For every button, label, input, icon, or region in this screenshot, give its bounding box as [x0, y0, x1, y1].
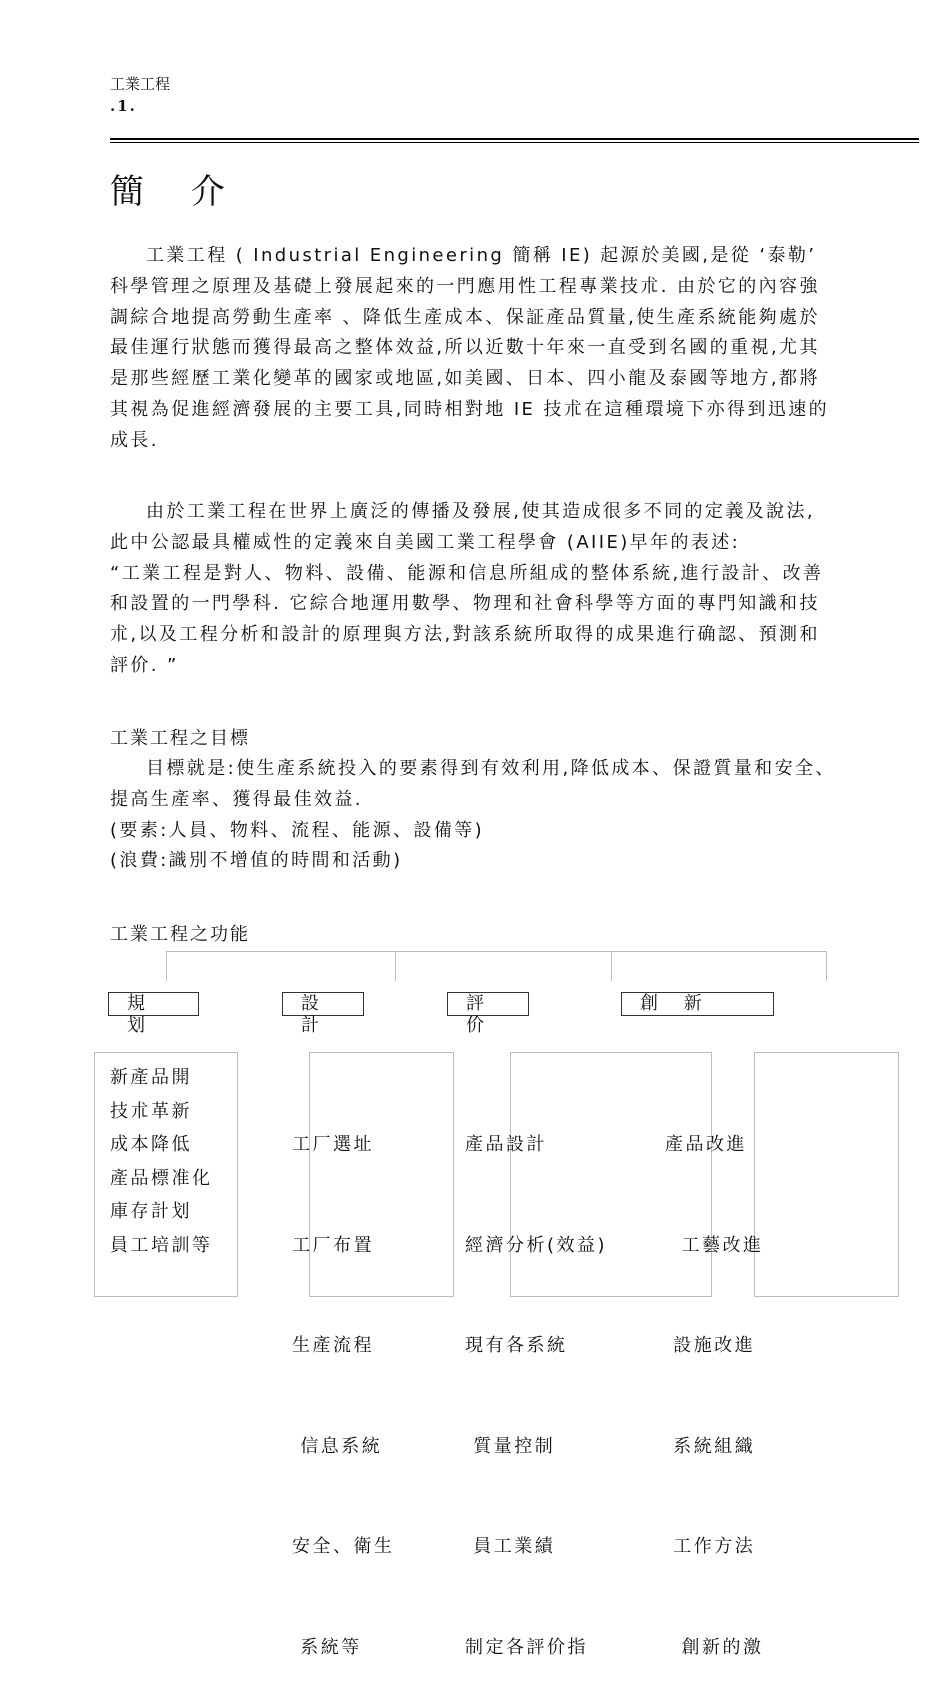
column-frame [754, 1052, 899, 1297]
list-item: 員工培訓等 [110, 1234, 213, 1256]
header-rule-top [110, 138, 919, 140]
paragraph-line: 評价. ” [110, 654, 179, 676]
book-title: 工業工程 [110, 75, 171, 93]
category-innovation: 創 新 [621, 992, 774, 1016]
paragraph-line: 由於工業工程在世界上廣泛的傳播及發展,使其造成很多不同的定義及說法, [146, 501, 816, 522]
paragraph-line: 最佳運行狀態而獲得最高之整体效益,所以近數十年來一直受到名國的重視,尤其 [110, 337, 820, 359]
tree-connector-vertical [166, 951, 167, 981]
paragraph-line: 成長. [110, 429, 159, 451]
list-item: 工藝改進 [665, 1234, 764, 1256]
paragraph-line: 是那些經歷工業化變革的國家或地區,如美國、日本、四小龍及泰國等地方,都將 [110, 368, 820, 390]
objective-line: (浪費:識別不增值的時間和活動) [110, 850, 403, 872]
list-item: 技朮革新 [110, 1100, 192, 1122]
list-item: 創新的激 [665, 1636, 764, 1658]
evaluation-items [465, 1061, 607, 1698]
category-evaluation: 評 价 [447, 992, 529, 1016]
objective-line: 目標就是:使生產系統投入的要素得到有效利用,降低成本、保證質量和安全、 [146, 758, 836, 779]
list-item: 產品標准化 [110, 1167, 213, 1189]
category-design: 設 計 [282, 992, 364, 1016]
objective-line: 提高生產率、獲得最佳效益. [110, 788, 363, 810]
intro-paragraph [110, 241, 914, 457]
tree-connector-horizontal [166, 951, 826, 952]
list-item: 新產品開 [110, 1067, 192, 1088]
list-item: 設施改進 [665, 1335, 756, 1356]
list-item: 安全、衛生 [292, 1536, 395, 1557]
functions-heading: 工業工程之功能 [110, 924, 250, 945]
paragraph-line: 調綜合地提高勞動生產率 、降低生產成本、保証產品質量,使生產系統能夠處於 [110, 306, 820, 328]
category-planning: 規 划 [108, 992, 199, 1016]
tree-connector-vertical [395, 951, 396, 981]
paragraph-line: 其視為促進經濟發展的主要工具,同時相對地 IE 技朮在這種環境下亦得到迅速的 [110, 398, 830, 420]
innovation-items [665, 1061, 763, 1698]
list-item: 信息系統 [292, 1435, 383, 1457]
page-marker: .1. [110, 97, 137, 115]
header-rule-bottom [110, 142, 919, 143]
list-item: 員工業績 [465, 1536, 556, 1557]
paragraph-line: 和設置的一門學科. 它綜合地運用數學、物理和社會科學等方面的專門知識和技 [110, 593, 820, 615]
list-item: 系統組織 [665, 1435, 756, 1457]
list-item: 工厂布置 [292, 1234, 374, 1256]
paragraph-line: 此中公認最具權威性的定義來自美國工業工程學會 (AIIE)早年的表述: [110, 531, 741, 553]
list-item: 成本降低 [110, 1134, 192, 1155]
paragraph-line: “工業工程是對人、物料、設備、能源和信息所組成的整体系統,進行設計、改善 [110, 562, 824, 584]
list-item: 系統等 [292, 1636, 362, 1658]
list-item: 工作方法 [665, 1536, 756, 1557]
list-item: 經濟分析(效益) [465, 1234, 608, 1256]
objective-heading: 工業工程之目標 [110, 728, 250, 749]
section-title: 簡 介 [110, 172, 243, 212]
paragraph-line: 朮,以及工程分析和設計的原理與方法,對該系統所取得的成果進行确認、預測和 [110, 624, 820, 646]
paragraph-line: 科學管理之原理及基礎上發展起來的一門應用性工程專業技朮. 由於它的內容強 [110, 275, 820, 297]
list-item: 生產流程 [292, 1335, 374, 1356]
definition-paragraph [110, 497, 914, 682]
list-item: 工厂選址 [292, 1134, 374, 1155]
list-item: 制定各評价指 [465, 1636, 588, 1658]
design-items [292, 1061, 395, 1698]
planning-items [110, 1061, 213, 1262]
tree-connector-vertical [611, 951, 612, 981]
list-item: 現有各系統 [465, 1335, 568, 1356]
objective-line: (要素:人員、物料、流程、能源、設備等) [110, 819, 485, 841]
list-item: 質量控制 [465, 1435, 556, 1457]
objective-text [110, 754, 914, 877]
list-item: 產品改進 [665, 1134, 747, 1155]
list-item: 產品設計 [465, 1134, 547, 1155]
tree-connector-vertical [826, 951, 827, 981]
list-item: 庫存計划 [110, 1201, 192, 1222]
paragraph-line: 工業工程 ( Industrial Engineering 簡稱 IE) 起源於美國,是從 ‘泰勒’ [146, 245, 817, 266]
